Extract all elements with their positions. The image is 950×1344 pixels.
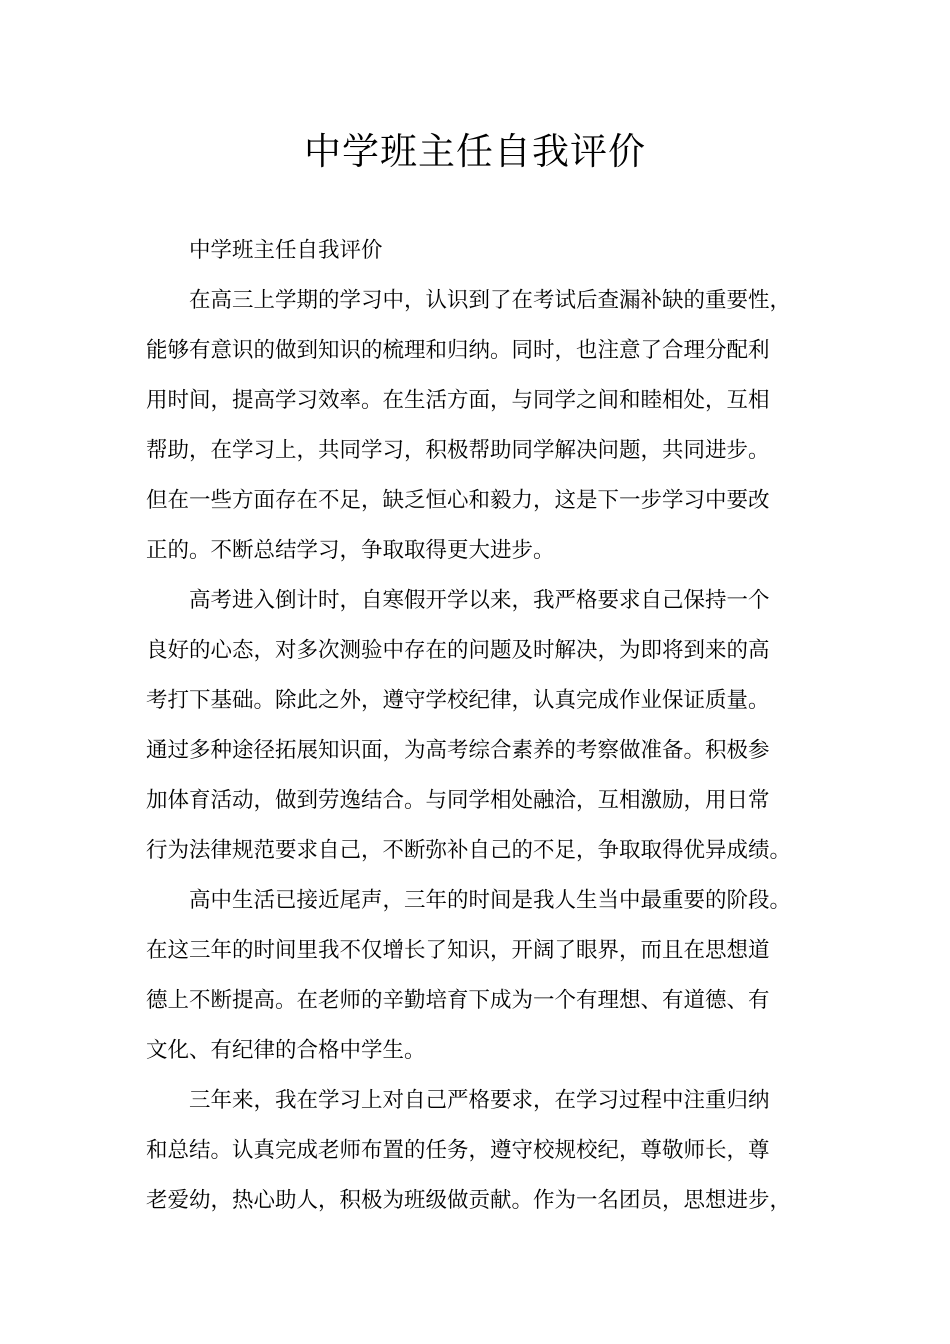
paragraph-line: 在高三上学期的学习中，认识到了在考试后查漏补缺的重要性，: [189, 288, 792, 313]
paragraph-line: 帮助，在学习上，共同学习，积极帮助同学解决问题，共同进步。: [146, 438, 770, 463]
paragraph-line: 能够有意识的做到知识的梳理和归纳。同时，也注意了合理分配利: [146, 338, 770, 363]
paragraph-line: 行为法律规范要求自己，不断弥补自己的不足，争取取得优异成绩。: [146, 838, 792, 863]
paragraph-line: 老爱幼，热心助人，积极为班级做贡献。作为一名团员，思想进步，: [146, 1188, 792, 1213]
paragraph-line: 三年来，我在学习上对自己严格要求，在学习过程中注重归纳: [189, 1088, 770, 1113]
paragraph-line: 中学班主任自我评价: [189, 238, 383, 263]
paragraph-line: 正的。不断总结学习，争取取得更大进步。: [146, 538, 555, 563]
paragraph-line: 良好的心态，对多次测验中存在的问题及时解决，为即将到来的高: [146, 638, 770, 663]
paragraph-line: 高中生活已接近尾声，三年的时间是我人生当中最重要的阶段。: [189, 888, 792, 913]
paragraph-line: 通过多种途径拓展知识面，为高考综合素养的考察做准备。积极参: [146, 738, 770, 763]
paragraph-line: 用时间，提高学习效率。在生活方面，与同学之间和睦相处，互相: [146, 388, 770, 413]
paragraph-line: 文化、有纪律的合格中学生。: [146, 1038, 426, 1063]
paragraph-line: 和总结。认真完成老师布置的任务，遵守校规校纪，尊敬师长，尊: [146, 1138, 770, 1163]
document-title: 中学班主任自我评价: [304, 130, 646, 173]
paragraph-line: 高考进入倒计时，自寒假开学以来，我严格要求自己保持一个: [189, 588, 770, 613]
paragraph-line: 在这三年的时间里我不仅增长了知识，开阔了眼界，而且在思想道: [146, 938, 770, 963]
paragraph-line: 加体育活动，做到劳逸结合。与同学相处融洽，互相激励，用日常: [146, 788, 770, 813]
paragraph-line: 但在一些方面存在不足，缺乏恒心和毅力，这是下一步学习中要改: [146, 488, 770, 513]
paragraph-line: 考打下基础。除此之外，遵守学校纪律，认真完成作业保证质量。: [146, 688, 770, 713]
paragraph-line: 德上不断提高。在老师的辛勤培育下成为一个有理想、有道德、有: [146, 988, 770, 1013]
